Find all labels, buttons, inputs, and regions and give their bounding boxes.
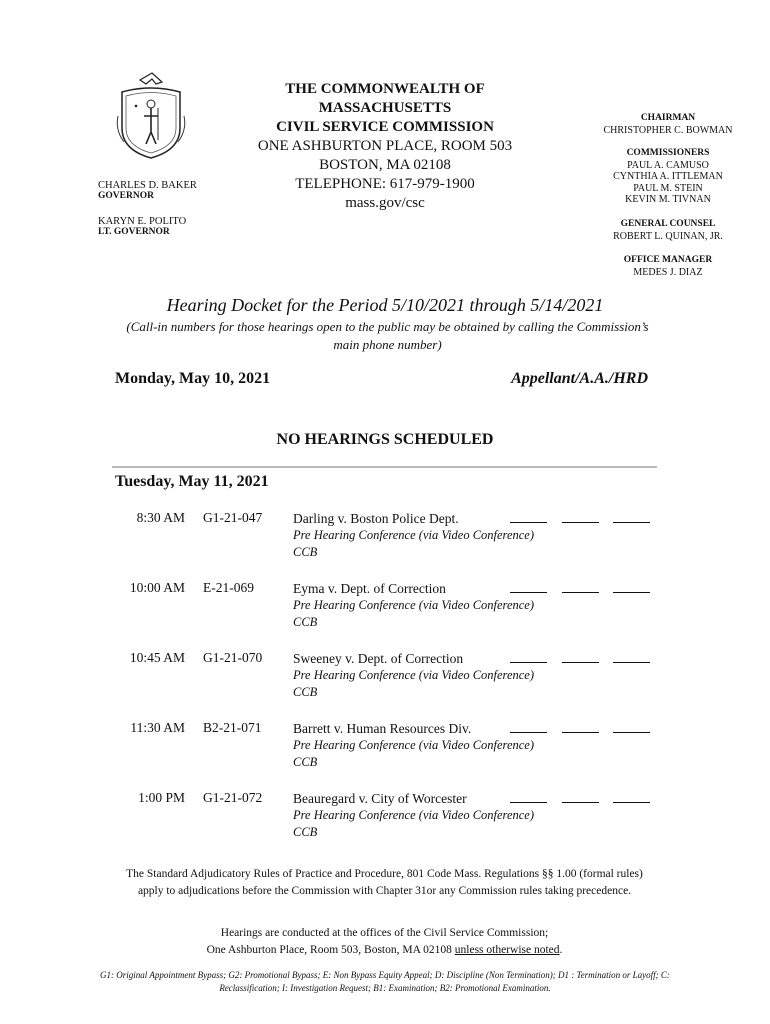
commissioners-title: COMMISSIONERS bbox=[626, 148, 710, 158]
case-title: Sweeney v. Dept. of Correction bbox=[293, 651, 464, 666]
commission-name: CIVIL SERVICE COMMISSION bbox=[276, 119, 494, 135]
manager-block bbox=[578, 255, 758, 278]
lt-governor-title: LT. GOVERNOR bbox=[98, 227, 170, 237]
hearing-description bbox=[293, 650, 534, 701]
day-heading-monday: Monday, May 10, 2021 bbox=[115, 370, 271, 387]
address-line-1: ONE ASHBURTON PLACE, ROOM 503 bbox=[257, 138, 513, 154]
appeal-code-legend: G1: Original Appointment Bypass; G2: Promotional Bypass; E: Non Bypass Equity Appeal; D: Discipline (Non Termination); D1 : Termination or Layoff; C: Reclassification; I: Investigation Request; B1: Examination; B2: Promotional Examination. bbox=[100, 970, 670, 993]
commissioner: PAUL A. CAMUSO bbox=[627, 159, 709, 171]
hearing-row bbox=[115, 510, 655, 570]
commissioner-initials: CCB bbox=[293, 685, 318, 699]
letterhead bbox=[225, 80, 545, 213]
hearing-description bbox=[293, 720, 534, 771]
commissioner-initials: CCB bbox=[293, 615, 318, 629]
lt-governor-block bbox=[98, 216, 186, 237]
day-heading-tuesday: Tuesday, May 11, 2021 bbox=[115, 473, 269, 490]
case-title: Eyma v. Dept. of Correction bbox=[293, 581, 446, 596]
telephone: TELEPHONE: 617-979-1900 bbox=[295, 176, 475, 192]
counsel-name: ROBERT L. QUINAN, JR. bbox=[613, 230, 723, 242]
section-divider bbox=[112, 466, 657, 468]
case-number: G1-21-047 bbox=[203, 510, 263, 525]
org-name: THE COMMONWEALTH OF MASSACHUSETTS bbox=[285, 81, 485, 116]
case-title: Beauregard v. City of Worcester bbox=[293, 791, 467, 806]
hearing-time: 10:00 AM bbox=[129, 580, 185, 595]
location-line-2 bbox=[112, 942, 657, 959]
signature-blanks bbox=[510, 650, 650, 663]
signature-blanks bbox=[510, 510, 650, 523]
hearing-description bbox=[293, 510, 534, 561]
no-hearings-notice: NO HEARINGS SCHEDULED bbox=[276, 431, 494, 448]
counsel-title: GENERAL COUNSEL bbox=[620, 219, 716, 229]
lt-governor-name: KARYN E. POLITO bbox=[98, 216, 187, 227]
hearing-type: Pre Hearing Conference (via Video Conference) bbox=[293, 598, 535, 612]
case-number: E-21-069 bbox=[203, 580, 254, 595]
case-number: G1-21-072 bbox=[203, 790, 263, 805]
manager-name: MEDES J. DIAZ bbox=[633, 266, 703, 278]
manager-title: OFFICE MANAGER bbox=[623, 255, 713, 265]
commonwealth-seal-icon bbox=[112, 70, 190, 162]
commissioner: CYNTHIA A. ITTLEMAN bbox=[613, 171, 723, 182]
hearing-time: 8:30 AM bbox=[136, 510, 185, 525]
hearing-type: Pre Hearing Conference (via Video Conference) bbox=[293, 738, 535, 752]
hearing-type: Pre Hearing Conference (via Video Conference) bbox=[293, 528, 535, 542]
hearing-description bbox=[293, 790, 534, 841]
governor-block bbox=[98, 180, 197, 201]
case-number: G1-21-070 bbox=[203, 650, 263, 665]
location-line-1: Hearings are conducted at the offices of the Civil Service Commission; bbox=[220, 927, 549, 939]
chairman-title: CHAIRMAN bbox=[640, 113, 696, 123]
commissioners-block bbox=[578, 148, 758, 206]
signature-blanks bbox=[510, 720, 650, 733]
signature-blanks bbox=[510, 580, 650, 593]
hearing-row bbox=[115, 580, 655, 640]
location-exception: unless otherwise noted bbox=[454, 944, 560, 956]
case-title: Darling v. Boston Police Dept. bbox=[293, 511, 459, 526]
case-number: B2-21-071 bbox=[203, 720, 262, 735]
location-notice bbox=[112, 925, 657, 959]
case-title: Barrett v. Human Resources Div. bbox=[293, 721, 472, 736]
commissioner-initials: CCB bbox=[293, 755, 318, 769]
hearing-time: 11:30 AM bbox=[130, 720, 185, 735]
appellant-header: Appellant/A.A./HRD bbox=[511, 370, 648, 387]
chairman-block bbox=[578, 113, 758, 136]
commissioner: PAUL M. STEIN bbox=[633, 182, 703, 194]
hearing-description bbox=[293, 580, 534, 631]
docket-note: (Call-in numbers for those hearings open to the public may be obtained by calling the Commission’s main phone number) bbox=[126, 319, 649, 352]
chairman-name: CHRISTOPHER C. BOWMAN bbox=[603, 124, 733, 136]
governor-title: GOVERNOR bbox=[98, 191, 154, 201]
location-address: One Ashburton Place, Room 503, Boston, MA 02108 bbox=[206, 944, 455, 956]
website: mass.gov/csc bbox=[345, 195, 425, 211]
hearing-row bbox=[115, 790, 655, 850]
docket-title: Hearing Docket for the Period 5/10/2021 through 5/14/2021 bbox=[166, 295, 604, 315]
signature-blanks bbox=[510, 790, 650, 803]
commissioner: KEVIN M. TIVNAN bbox=[625, 194, 711, 205]
location-period: . bbox=[559, 944, 563, 956]
address-line-2: BOSTON, MA 02108 bbox=[319, 157, 451, 173]
commissioner-initials: CCB bbox=[293, 545, 318, 559]
commissioner-initials: CCB bbox=[293, 825, 318, 839]
hearing-time: 10:45 AM bbox=[129, 650, 185, 665]
counsel-block bbox=[578, 219, 758, 242]
hearing-row bbox=[115, 720, 655, 780]
hearing-type: Pre Hearing Conference (via Video Conference) bbox=[293, 668, 535, 682]
hearing-type: Pre Hearing Conference (via Video Conference) bbox=[293, 808, 535, 822]
hearing-row bbox=[115, 650, 655, 710]
hearing-time: 1:00 PM bbox=[138, 790, 185, 805]
governor-name: CHARLES D. BAKER bbox=[98, 180, 197, 191]
rules-notice: The Standard Adjudicatory Rules of Practice and Procedure, 801 Code Mass. Regulations §§ 1.00 (formal rules) apply to adjudications before the Commission with Chapter 31or any Commission rules taking precedence. bbox=[126, 868, 643, 897]
